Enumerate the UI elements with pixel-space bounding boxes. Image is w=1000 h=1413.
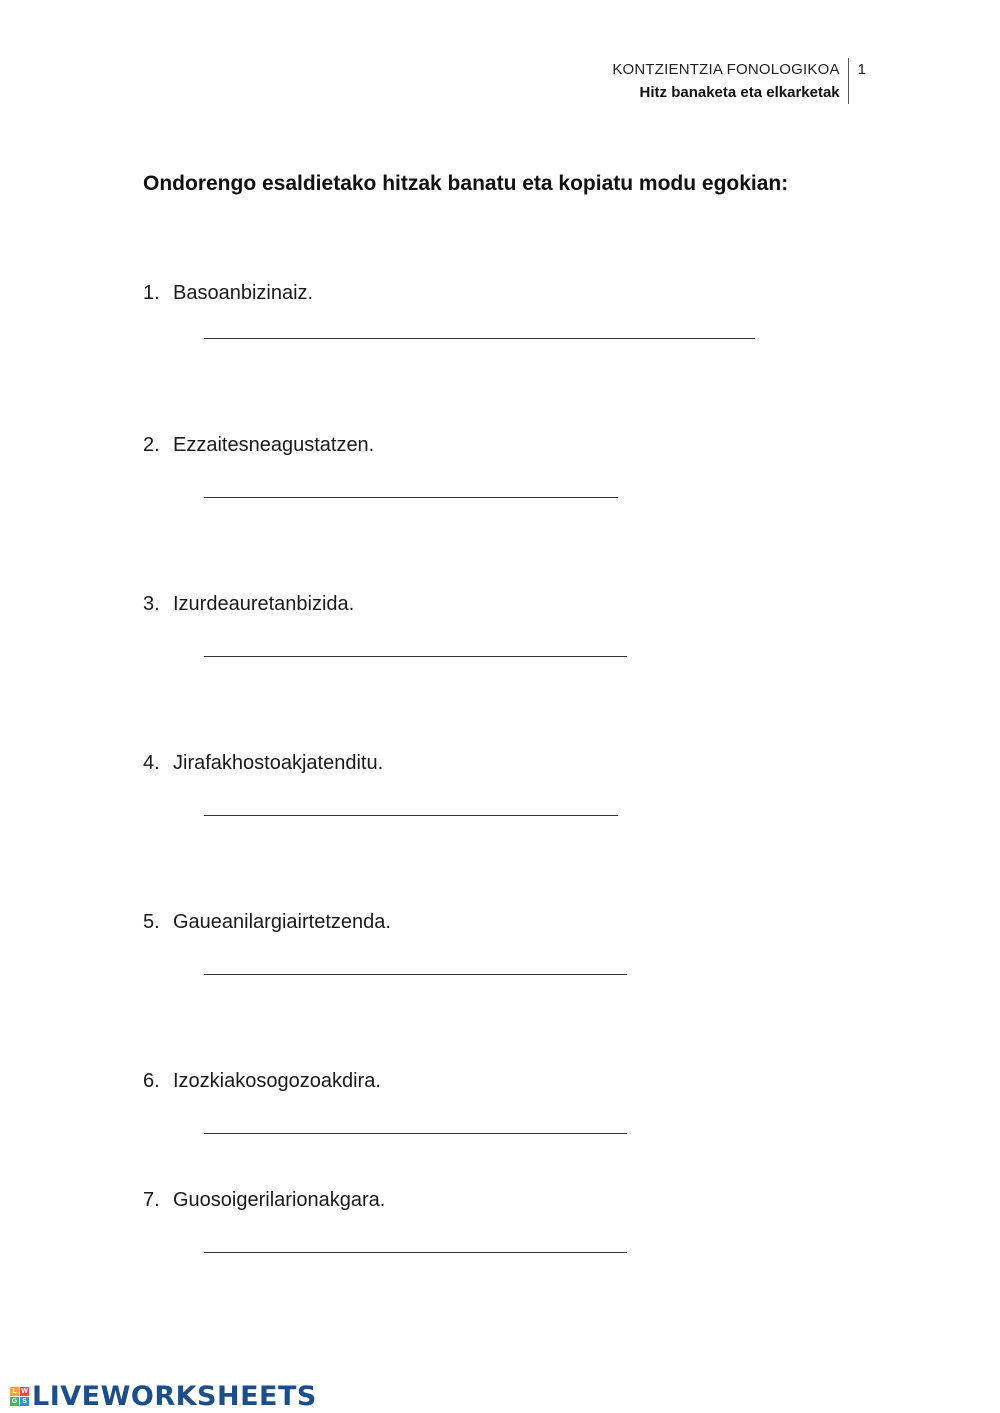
- item-number: 7.: [143, 1189, 160, 1211]
- exercise-item-5: [143, 911, 391, 934]
- item-number: 5.: [143, 911, 160, 933]
- item-text: Guosoigerilarionakgara.: [173, 1189, 386, 1211]
- logo-block: L: [10, 1387, 19, 1396]
- item-number: 6.: [143, 1070, 160, 1092]
- header-title: KONTZIENTZIA FONOLOGIKOA: [612, 61, 840, 78]
- item-text: Izurdeauretanbizida.: [173, 593, 355, 615]
- logo-text: LIVEWORKSHEETS: [32, 1381, 317, 1412]
- exercise-item-3: [143, 593, 354, 616]
- item-text: Gaueanilargiairtetzenda.: [173, 911, 391, 933]
- exercise-item-4: [143, 752, 383, 775]
- header-subtitle: Hitz banaketa eta elkarketak: [639, 84, 840, 101]
- page-number: 1: [857, 61, 866, 78]
- exercise-item-7: [143, 1189, 385, 1212]
- answer-line-1[interactable]: [204, 338, 755, 339]
- exercise-item-6: [143, 1070, 381, 1093]
- logo-block: S: [20, 1397, 29, 1406]
- answer-line-5[interactable]: [204, 974, 627, 975]
- answer-line-3[interactable]: [204, 656, 627, 657]
- logo-block: W: [21, 1388, 28, 1395]
- item-number: 4.: [143, 752, 160, 774]
- liveworksheets-logo[interactable]: [10, 1381, 317, 1412]
- answer-line-2[interactable]: [204, 497, 618, 498]
- exercise-item-2: [143, 434, 374, 457]
- logo-block: G: [11, 1398, 18, 1405]
- item-number: 2.: [143, 434, 160, 456]
- item-text: Jirafakhostoakjatenditu.: [173, 752, 384, 774]
- item-text: Izozkiakosogozoakdira.: [173, 1070, 381, 1092]
- answer-line-7[interactable]: [204, 1252, 627, 1253]
- answer-line-6[interactable]: [204, 1133, 627, 1134]
- instruction-heading: Ondorengo esaldietako hitzak banatu eta kopiatu modu egokian:: [143, 172, 789, 195]
- header-text: [612, 58, 847, 104]
- item-text: Basoanbizinaiz.: [173, 282, 314, 304]
- item-number: 1.: [143, 282, 160, 304]
- logo-blocks-icon: [10, 1387, 29, 1406]
- exercise-item-1: [143, 282, 313, 305]
- page-header: [612, 58, 866, 104]
- answer-line-4[interactable]: [204, 815, 618, 816]
- item-number: 3.: [143, 593, 160, 615]
- item-text: Ezzaitesneagustatzen.: [173, 434, 375, 456]
